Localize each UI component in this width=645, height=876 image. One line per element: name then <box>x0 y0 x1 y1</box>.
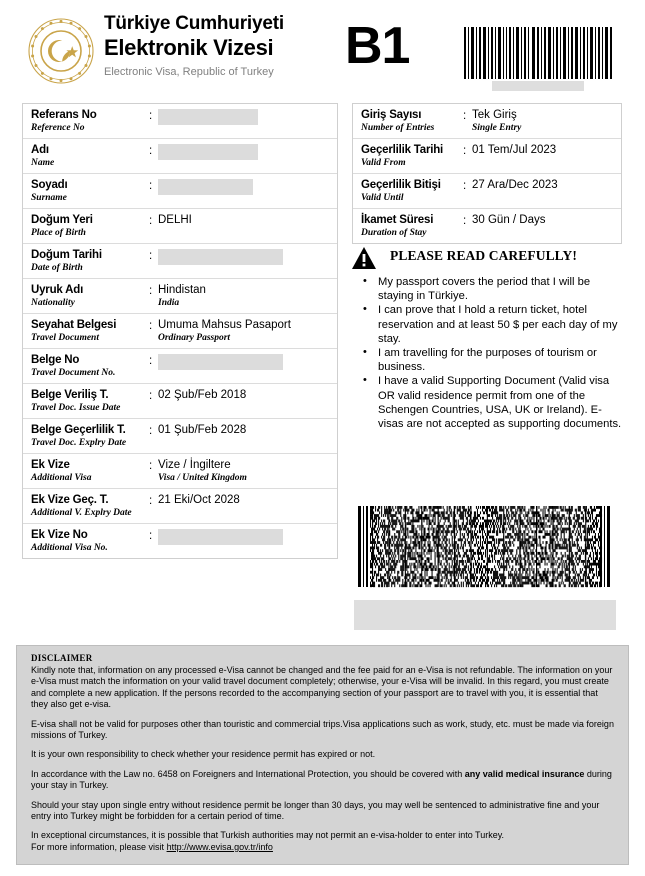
notice-header <box>352 247 622 273</box>
field-value-turkish: Hindistan <box>158 284 206 296</box>
field-value-turkish: Umuma Mahsus Pasaport <box>158 319 291 331</box>
field-value <box>158 353 337 370</box>
disclaimer-section <box>16 645 629 865</box>
barcode-data-redaction <box>354 600 616 630</box>
redacted-value <box>158 529 283 545</box>
title-english: Electronic Visa, Republic of Turkey <box>104 66 274 78</box>
title-turkish-line2: Elektronik Vizesi <box>104 35 274 60</box>
field-label-turkish: Soyadı <box>31 179 68 191</box>
field-value-turkish: 02 Şub/Feb 2018 <box>158 389 247 401</box>
code128-barcode-icon <box>463 27 613 79</box>
field-label <box>23 318 149 344</box>
field-row <box>23 139 337 174</box>
field-label <box>353 143 463 169</box>
field-label-english: Additional Visa <box>31 473 92 483</box>
field-colon: : <box>149 390 153 402</box>
field-label-turkish: Doğum Yeri <box>31 214 93 226</box>
field-label-english: Additional Visa No. <box>31 543 108 553</box>
redacted-value <box>158 179 253 195</box>
field-row <box>23 244 337 279</box>
field-value <box>472 213 621 227</box>
field-colon: : <box>149 495 153 507</box>
field-row <box>23 384 337 419</box>
disclaimer-paragraph-4 <box>31 769 616 792</box>
disclaimer-title: DISCLAIMER <box>31 653 93 663</box>
field-value-turkish: DELHI <box>158 214 192 226</box>
field-colon: : <box>149 355 153 367</box>
field-row <box>23 209 337 244</box>
field-row <box>353 209 621 243</box>
barcode-number-redaction <box>492 81 584 91</box>
warning-triangle-icon <box>352 247 376 269</box>
field-value-turkish: 21 Eki/Oct 2028 <box>158 494 240 506</box>
field-colon: : <box>149 110 153 122</box>
field-row <box>353 174 621 209</box>
field-label <box>23 458 149 484</box>
field-colon: : <box>149 215 153 227</box>
field-row <box>23 279 337 314</box>
field-label-english: Reference No <box>31 123 85 133</box>
field-label-turkish: Doğum Tarihi <box>31 249 102 261</box>
field-value-english: Single Entry <box>472 123 522 133</box>
field-label <box>23 283 149 309</box>
field-value <box>158 423 337 437</box>
field-value <box>472 143 621 157</box>
field-value <box>158 283 337 309</box>
field-label-turkish: Belge No <box>31 354 80 366</box>
field-label-english: Travel Doc. Issue Date <box>31 403 121 413</box>
field-label <box>353 108 463 134</box>
field-label <box>23 248 149 274</box>
field-value <box>158 493 337 507</box>
field-colon: : <box>463 180 467 192</box>
field-label-turkish: Referans No <box>31 109 97 121</box>
field-label-english: Valid From <box>361 158 406 168</box>
notice-item: • I can prove that I hold a return ticket, hotel reservation and at least 50 $ per each day of my stay. <box>352 303 622 346</box>
field-colon: : <box>149 145 153 157</box>
field-label-turkish: Ek Vize Geç. T. <box>31 494 109 506</box>
field-label <box>23 423 149 449</box>
field-colon: : <box>149 320 153 332</box>
field-label-english: Travel Document <box>31 333 99 343</box>
field-label <box>23 108 149 134</box>
visa-details-table <box>352 103 622 244</box>
field-row <box>23 104 337 139</box>
field-row <box>23 454 337 489</box>
field-label-turkish: Geçerlilik Bitişi <box>361 179 441 191</box>
field-colon: : <box>149 425 153 437</box>
field-value <box>158 528 337 545</box>
field-row <box>23 524 337 558</box>
more-info-text-2: For more information, please visit <box>31 841 167 852</box>
field-colon: : <box>149 180 153 192</box>
redacted-value <box>158 144 258 160</box>
field-row <box>23 174 337 209</box>
field-label-turkish: Ek Vize <box>31 459 70 471</box>
field-colon: : <box>149 285 153 297</box>
disclaimer-paragraph-5: Should your stay upon single entry without residence permit be longer than 30 days, you may well be sentenced to administrative fine and your entry into Turkey might be forbidden for a certain period of time. <box>31 799 600 822</box>
field-label-english: Travel Doc. Explry Date <box>31 438 127 448</box>
field-value-turkish: 30 Gün / Days <box>472 214 546 226</box>
field-value-english: Visa / United Kingdom <box>158 473 247 483</box>
field-value <box>158 213 337 227</box>
field-row <box>23 314 337 349</box>
field-label-turkish: Belge Veriliş T. <box>31 389 109 401</box>
field-label <box>23 213 149 239</box>
field-value <box>158 388 337 402</box>
field-colon: : <box>463 145 467 157</box>
field-value-turkish: 01 Tem/Jul 2023 <box>472 144 557 156</box>
redacted-value <box>158 249 283 265</box>
field-label-turkish: Adı <box>31 144 49 156</box>
field-colon: : <box>463 215 467 227</box>
insurance-text-bold: any valid medical insurance <box>464 768 585 779</box>
redacted-value <box>158 354 283 370</box>
insurance-text-post: during your stay in Turkey. <box>31 768 612 791</box>
field-label-turkish: Giriş Sayısı <box>361 109 422 121</box>
field-label-turkish: Seyahat Belgesi <box>31 319 117 331</box>
disclaimer-paragraph-3: It is your own responsibility to check whether your residence permit has expired or not. <box>31 749 376 760</box>
evisa-info-link[interactable]: http://www.evisa.gov.tr/info <box>166 841 273 852</box>
notice-item: • I am travelling for the purposes of tourism or business. <box>352 346 622 374</box>
field-value-turkish: 27 Ara/Dec 2023 <box>472 179 558 191</box>
field-label <box>23 528 149 554</box>
field-row <box>353 104 621 139</box>
field-value <box>158 178 337 195</box>
field-colon: : <box>463 110 467 122</box>
field-value <box>158 248 337 265</box>
notice-title: PLEASE READ CAREFULLY! <box>390 248 577 263</box>
field-value-turkish: Vize / İngiltere <box>158 459 231 471</box>
field-label <box>23 178 149 204</box>
field-row <box>23 349 337 384</box>
field-value-english: Ordinary Passport <box>158 333 231 343</box>
field-value <box>158 143 337 160</box>
disclaimer-paragraph-6 <box>31 830 616 853</box>
field-label <box>23 353 149 379</box>
pdf417-barcode-icon <box>354 504 616 589</box>
read-carefully-notice <box>352 247 622 431</box>
field-label <box>353 178 463 204</box>
field-value <box>158 458 337 484</box>
notice-item: • I have a valid Supporting Document (Valid visa OR valid residence permit from one of the Schengen Countries, USA, UK or Ireland). E-visas are not accepted as supporting documents. <box>352 374 622 431</box>
field-colon: : <box>149 530 153 542</box>
field-row <box>353 139 621 174</box>
field-value <box>158 108 337 125</box>
field-label-turkish: Uyruk Adı <box>31 284 84 296</box>
field-label <box>23 388 149 414</box>
field-label-english: Name <box>31 158 55 168</box>
turkish-state-emblem-icon <box>26 16 96 86</box>
document-title-block <box>104 12 284 80</box>
document-header <box>0 0 645 96</box>
field-label-turkish: İkamet Süresi <box>361 214 434 226</box>
field-label <box>23 143 149 169</box>
disclaimer-paragraph-2: E-visa shall not be valid for purposes other than touristic and commercial trips.Visa applications such as work, study, etc. must be made via foreign missions of Turkey. <box>31 718 614 741</box>
more-info-text-1: In exceptional circumstances, it is possible that Turkish authorities may not permit an e-visa-holder to enter into Turkey. <box>31 830 505 841</box>
notice-list <box>352 275 622 431</box>
visa-type-code: B1 <box>345 17 410 75</box>
field-value <box>472 178 621 192</box>
field-colon: : <box>149 460 153 472</box>
field-label-english: Duration of Stay <box>361 228 427 238</box>
field-label-english: Valid Until <box>361 193 404 203</box>
field-value-turkish: 01 Şub/Feb 2028 <box>158 424 247 436</box>
field-value-turkish: Tek Giriş <box>472 109 517 121</box>
field-label-english: Date of Birth <box>31 263 83 273</box>
field-value <box>472 108 621 134</box>
field-label-english: Surname <box>31 193 67 203</box>
field-label-english: Number of Entries <box>361 123 435 133</box>
field-value <box>158 318 337 344</box>
field-row <box>23 419 337 454</box>
field-label-english: Nationality <box>31 298 75 308</box>
field-row <box>23 489 337 524</box>
redacted-value <box>158 109 258 125</box>
personal-details-table <box>22 103 338 559</box>
notice-item: • My passport covers the period that I will be staying in Türkiye. <box>352 275 622 303</box>
field-label-english: Additional V. Explry Date <box>31 508 132 518</box>
field-label-turkish: Geçerlilik Tarihi <box>361 144 444 156</box>
field-label-turkish: Belge Geçerlilik T. <box>31 424 126 436</box>
field-label-english: Place of Birth <box>31 228 86 238</box>
disclaimer-paragraph-1: Kindly note that, information on any processed e-Visa cannot be changed and the fee paid for an e-Visa is not refundable. The information on your e-Visa must match the information on your valid travel document completely; otherwise, your e-Visa will be invalid. In this regard, you must create and complete a new application. If the persons recorded to the accompanying section of your passport are to travel with you, it is essential that they also get e-visa. <box>31 665 613 710</box>
field-label <box>23 493 149 519</box>
insurance-text-pre: In accordance with the Law no. 6458 on Foreigners and International Protection, you should be covered with <box>31 768 465 779</box>
field-value-english: India <box>158 298 180 308</box>
field-label-turkish: Ek Vize No <box>31 529 88 541</box>
field-label <box>353 213 463 239</box>
field-colon: : <box>149 250 153 262</box>
title-turkish-line1: Türkiye Cumhuriyeti <box>104 13 284 34</box>
field-label-english: Travel Document No. <box>31 368 116 378</box>
